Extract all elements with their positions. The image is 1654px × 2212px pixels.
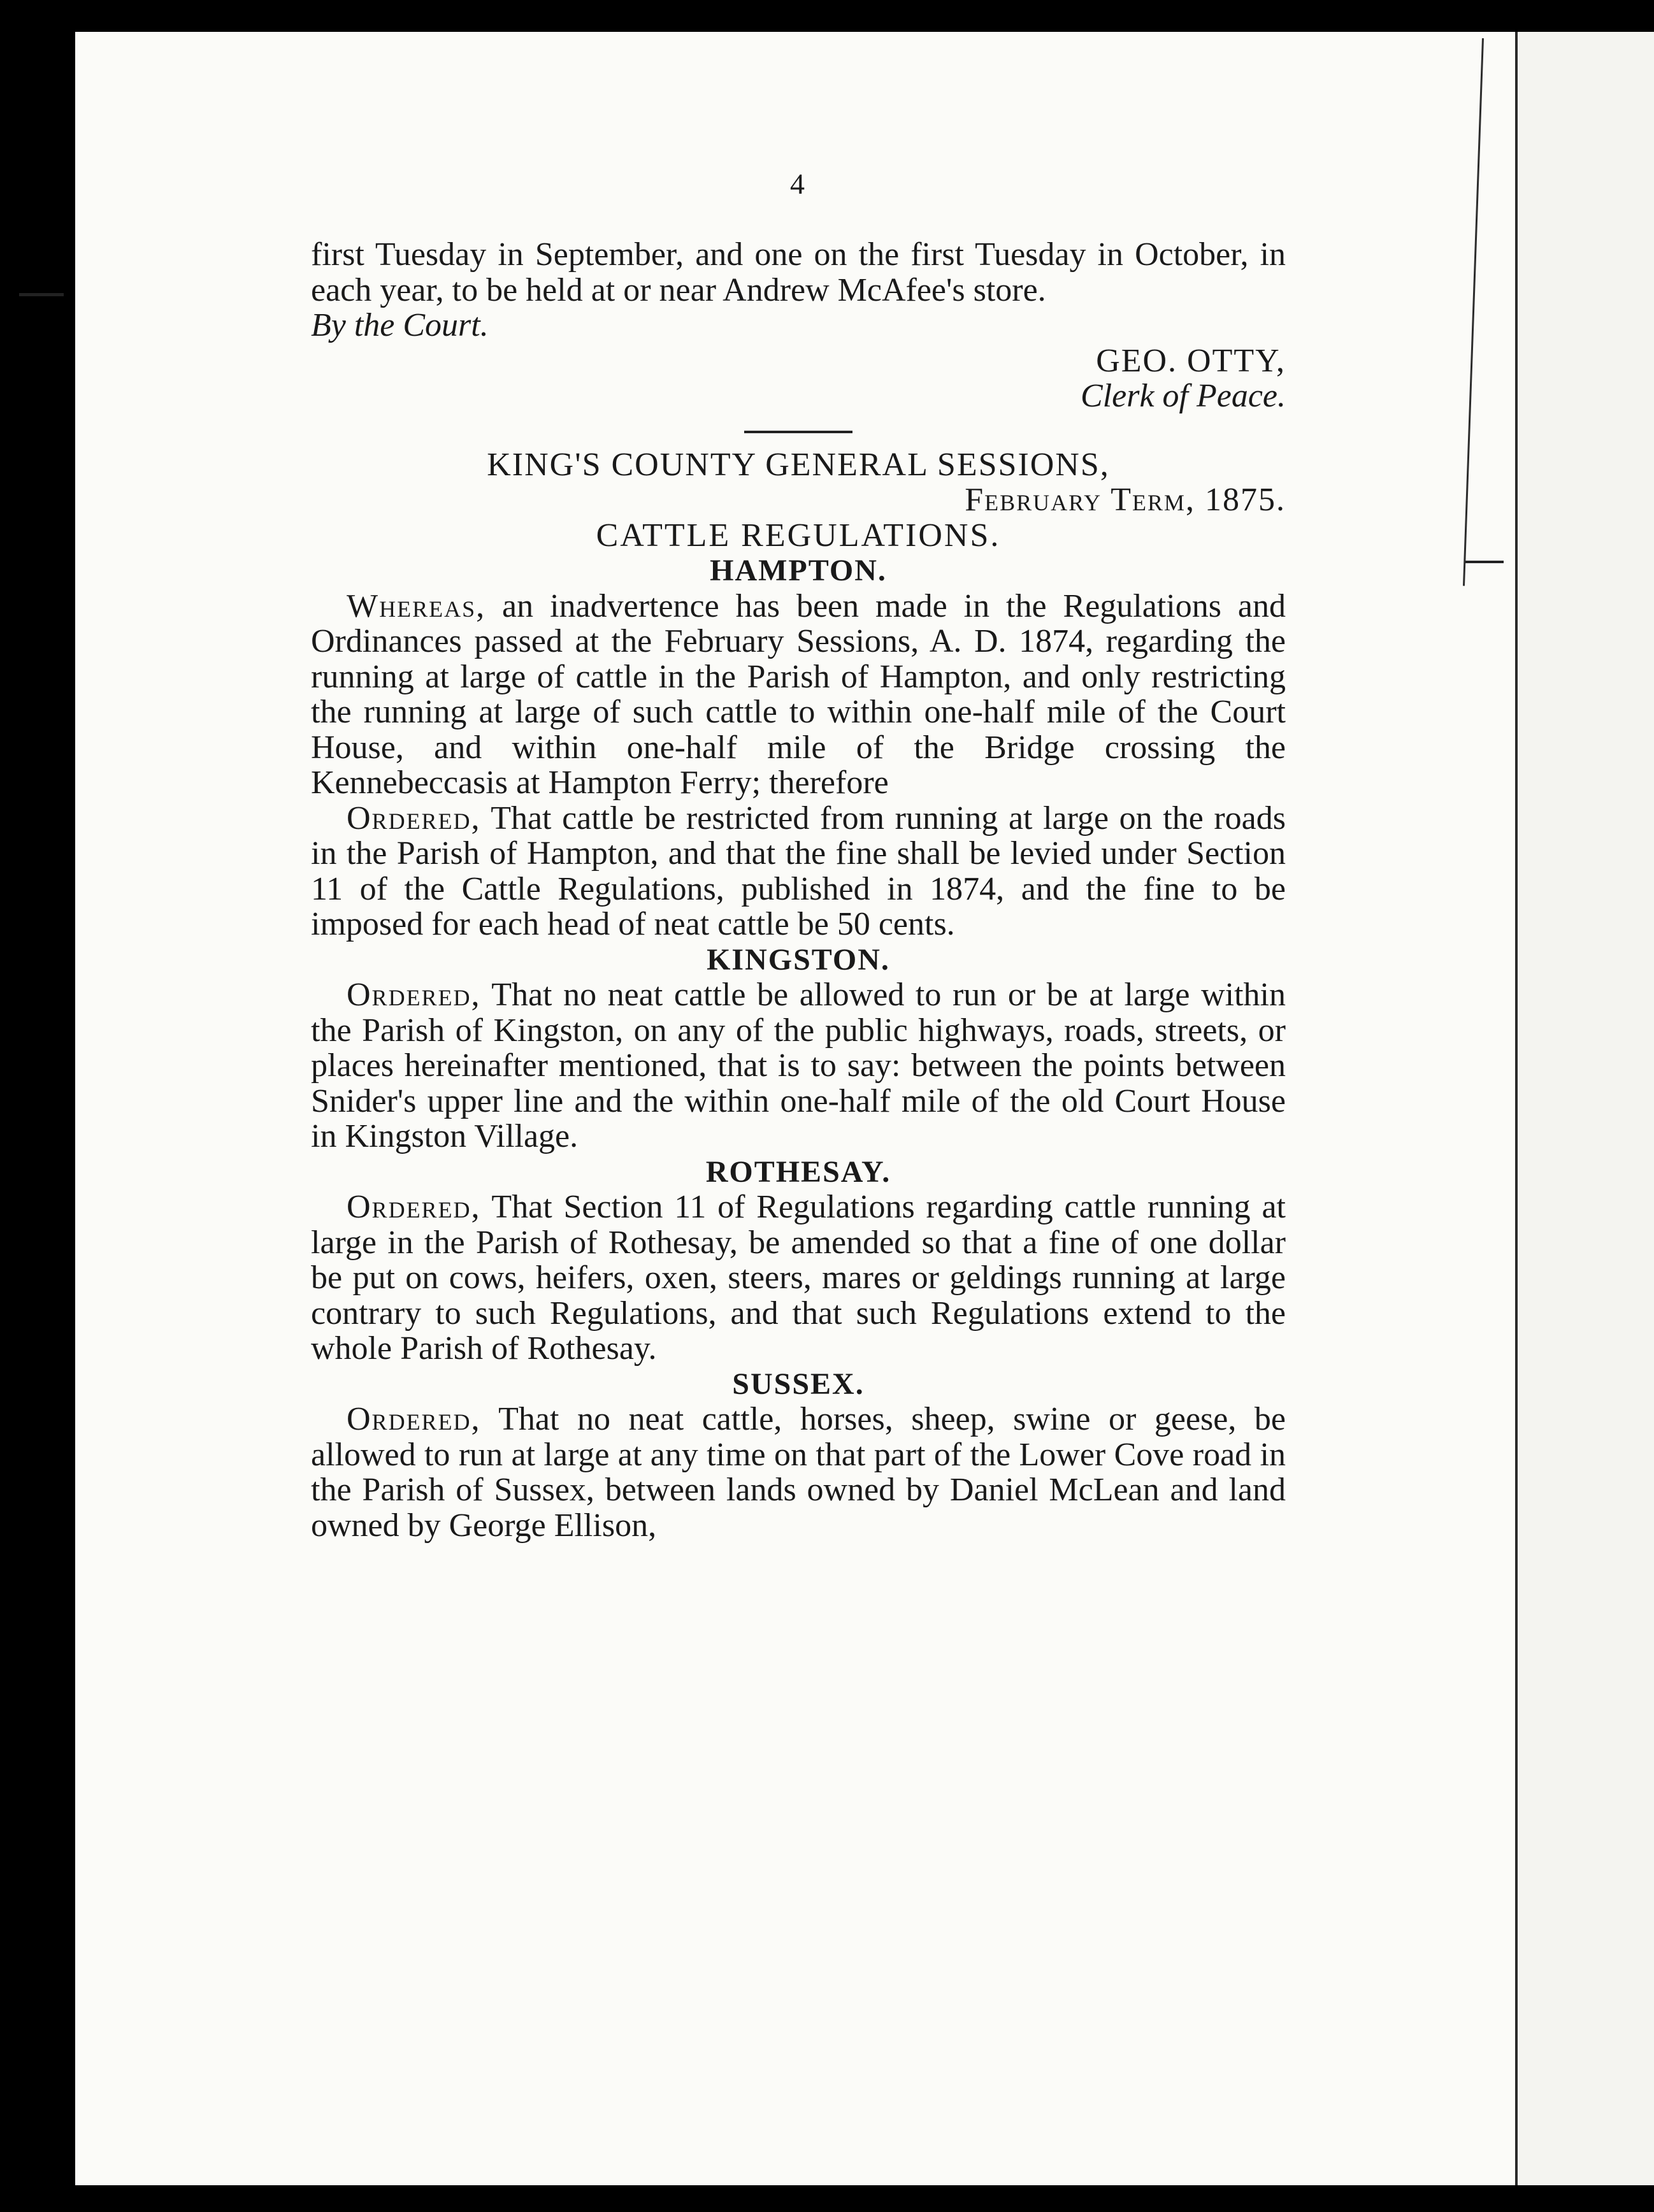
margin-mark [19,293,64,296]
hampton-whereas-paragraph [311,589,1286,801]
sessions-title: KING'S COUNTY GENERAL SESSIONS, [487,446,1110,483]
section-divider [744,431,852,433]
sessions-term: February Term, 1875. [965,482,1286,518]
paragraph-lead: Ordered, [347,977,481,1013]
signatory-title: Clerk of Peace. [1081,378,1286,414]
intro-paragraph: first Tuesday in September, and one on the first Tuesday in October, in each year, to be held at or near Andrew McAfee's store. [311,236,1286,308]
document-body [311,237,1286,1543]
rothesay-ordered-paragraph [311,1189,1286,1367]
paragraph-lead: Ordered, [347,800,481,837]
margin-mark [1465,561,1504,563]
signatory-name: GEO. OTTY, [1096,342,1286,379]
hampton-ordered-paragraph [311,801,1286,942]
regulations-title: CATTLE REGULATIONS. [596,517,1001,554]
section-heading-hampton: HAMPTON. [710,554,887,587]
section-heading-rothesay: ROTHESAY. [705,1154,891,1189]
sussex-ordered-paragraph [311,1402,1286,1543]
section-heading-kingston: KINGSTON. [707,942,890,977]
section-heading-sussex: SUSSEX. [732,1367,865,1401]
kingston-ordered-paragraph [311,977,1286,1154]
page-number: 4 [790,168,805,200]
paragraph-text: That Section 11 of Regulations regarding cattle running at large in the Parish of Rothesay, be amended so that a fine of one dollar be put on cows, heifers, oxen, steers, mares or geldings running at large contrary to such Regulations, and that such Regulations extend to the whole Parish of Rothesay. [311,1189,1286,1367]
adjacent-page-edge [1515,32,1654,2185]
paragraph-text: That cattle be restricted from running at large on the roads in the Parish of Hampton, and that the fine shall be levied under Section 11 of the Cattle Regulations, published in 1874, and the fine to be imposed for each head of neat cattle be 50 cents. [311,800,1286,942]
paragraph-text: an inadvertence has been made in the Regulations and Ordinances passed at the February Sessions, A. D. 1874, regarding the running at large of cattle in the Parish of Hampton, and only restricting the running at large of such cattle to within one-half mile of the Court House, and within one-half mile of the Bridge crossing the Kennebeccasis at Hampton Ferry; therefore [311,587,1286,801]
paragraph-text: That no neat cattle be allowed to run or be at large within the Parish of Kingston, on any of the public highways, roads, streets, or places hereinafter mentioned, that is to say: between the points between Snider's upper line and the within one-half mile of the old Court House in Kingston Village. [311,977,1286,1154]
paragraph-lead: Whereas, [347,587,486,624]
paragraph-lead: Ordered, [347,1189,481,1225]
by-the-court: By the Court. [311,307,489,343]
paragraph-lead: Ordered, [347,1401,481,1437]
paragraph-text: That no neat cattle, horses, sheep, swine or geese, be allowed to run at large at any time on that part of the Lower Cove road in the Parish of Sussex, between lands owned by Daniel McLean and land owned by George Ellison, [311,1401,1286,1544]
